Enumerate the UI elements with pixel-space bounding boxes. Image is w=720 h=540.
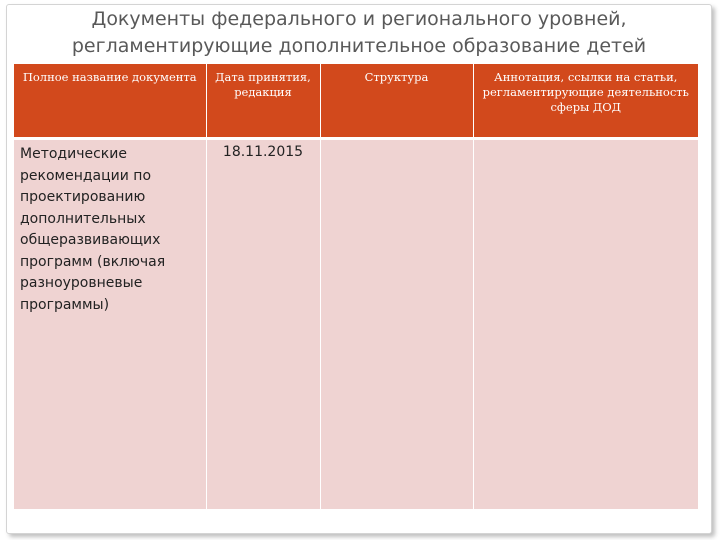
title-line-1: Документы федерального и регионального уровней, xyxy=(91,8,627,30)
cell-date: 18.11.2015 xyxy=(206,139,320,510)
cell-annotation xyxy=(473,139,698,510)
header-full-name: Полное название документа xyxy=(14,64,206,139)
header-structure: Структура xyxy=(320,64,473,139)
cell-structure xyxy=(320,139,473,510)
cell-document-name: Методические рекомендации по проектированию дополнительных общеразвивающих программ (включая разноуровневые программы) xyxy=(14,139,206,510)
title-line-2: регламентирующие дополнительное образование детей xyxy=(71,35,647,57)
documents-table xyxy=(14,64,698,509)
header-date: Дата принятия, редакция xyxy=(206,64,320,139)
table-row xyxy=(14,139,698,510)
header-annotation: Аннотация, ссылки на статьи, регламентирующие деятельность сферы ДОД xyxy=(473,64,698,139)
table-header-row xyxy=(14,64,698,139)
page-title xyxy=(0,6,718,60)
